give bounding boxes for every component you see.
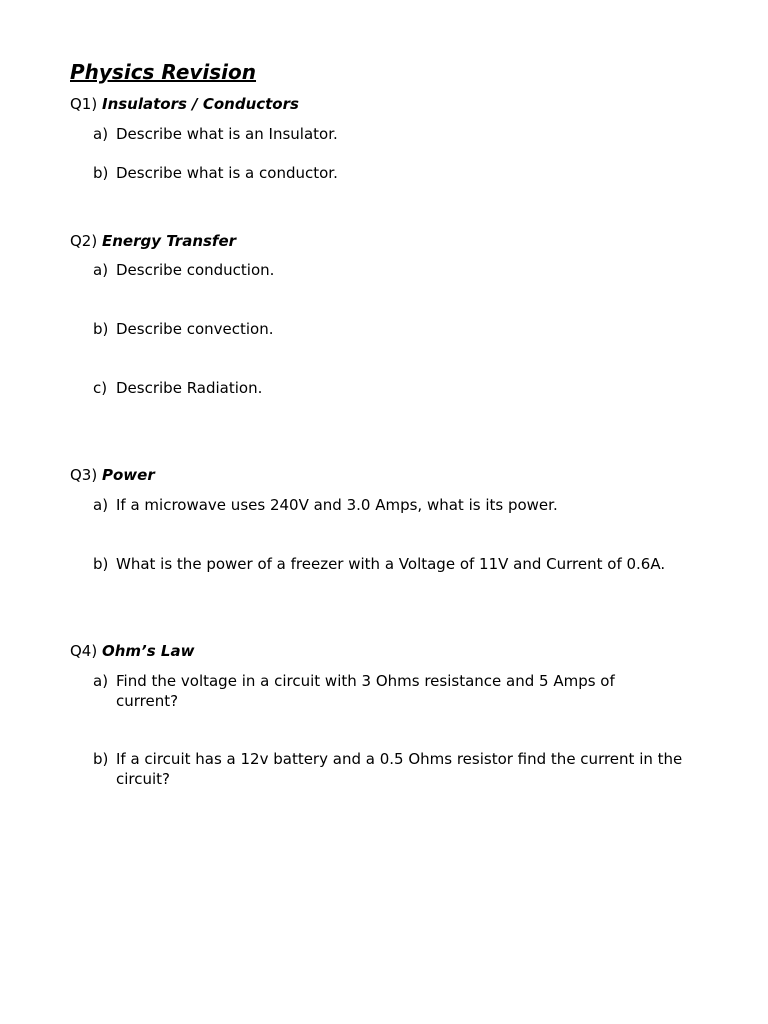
question-topic: Insulators / Conductors (101, 95, 299, 113)
list-marker: b) (93, 750, 109, 768)
list-item-text: If a microwave uses 240V and 3.0 Amps, what is its power. (116, 496, 558, 514)
list-item (93, 378, 693, 398)
list-marker: a) (93, 261, 109, 279)
list-item (93, 163, 693, 183)
list-item (93, 554, 723, 574)
list-marker: a) (93, 672, 109, 690)
list-marker: a) (93, 496, 109, 514)
question-number: Q2) (70, 232, 98, 250)
page-title: Physics Revision (70, 60, 257, 84)
question-heading-q1 (70, 94, 299, 114)
question-number: Q3) (70, 466, 98, 484)
list-marker: b) (93, 320, 109, 338)
list-marker: b) (93, 164, 109, 182)
list-item-text: Describe Radiation. (116, 379, 263, 397)
list-item-text: Describe convection. (116, 320, 274, 338)
list-item-text: Find the voltage in a circuit with 3 Ohms resistance and 5 Amps of current? (116, 672, 615, 710)
question-number: Q4) (70, 642, 98, 660)
list-item (93, 495, 693, 515)
list-item-text: Describe what is a conductor. (116, 164, 338, 182)
list-item (93, 260, 693, 280)
list-marker: c) (93, 379, 108, 397)
question-heading-q3 (70, 465, 155, 485)
list-item (93, 749, 683, 789)
list-item-text: Describe conduction. (116, 261, 275, 279)
question-topic: Energy Transfer (101, 232, 237, 250)
question-topic: Power (101, 466, 155, 484)
list-item (93, 671, 673, 711)
question-heading-q4 (70, 641, 194, 661)
question-heading-q2 (70, 231, 236, 251)
list-item-text: Describe what is an Insulator. (116, 125, 338, 143)
question-number: Q1) (70, 95, 98, 113)
question-topic: Ohm’s Law (101, 642, 195, 660)
list-item-text: What is the power of a freezer with a Voltage of 11V and Current of 0.6A. (116, 555, 666, 573)
list-item-text: If a circuit has a 12v battery and a 0.5 Ohms resistor find the current in the circuit? (116, 750, 683, 788)
list-item (93, 319, 693, 339)
list-marker: a) (93, 125, 109, 143)
list-item (93, 124, 693, 144)
list-marker: b) (93, 555, 109, 573)
